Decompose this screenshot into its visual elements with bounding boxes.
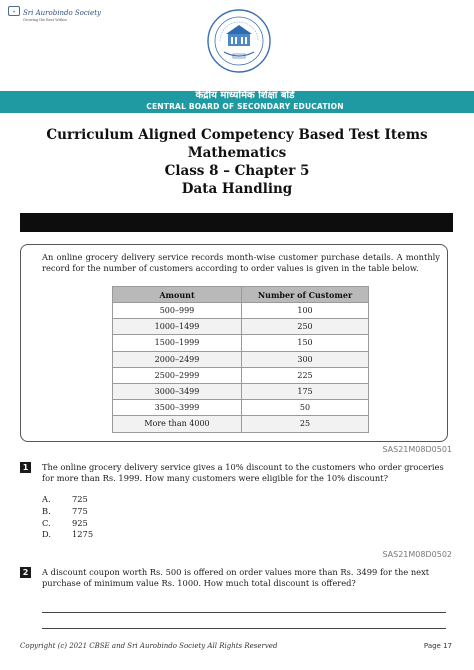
customer-count-cell: 25 xyxy=(242,416,369,432)
customer-count-cell: 300 xyxy=(242,351,369,367)
question-code: SAS21M08D0502 xyxy=(382,550,452,559)
customer-count-cell: 150 xyxy=(242,335,369,351)
table-row xyxy=(113,383,369,399)
question-code: SAS21M08D0501 xyxy=(382,445,452,454)
table-row xyxy=(113,351,369,367)
subject-title: Mathematics xyxy=(187,145,287,161)
table-row xyxy=(113,335,369,351)
page-number: Page 17 xyxy=(423,642,452,650)
chapter-name: Data Handling xyxy=(181,181,293,197)
cbse-seal-icon xyxy=(206,8,272,74)
option-label: D. xyxy=(42,529,51,539)
document-title: Curriculum Aligned Competency Based Test Items xyxy=(46,127,428,143)
customer-count-cell: 225 xyxy=(242,367,369,383)
option-label: A. xyxy=(42,494,51,504)
table-row xyxy=(113,367,369,383)
board-name-english: CENTRAL BOARD OF SECONDARY EDUCATION xyxy=(146,102,344,111)
table-row xyxy=(113,416,369,432)
board-name-hindi: केंद्रीय माध्यमिक शिक्षा बोर्ड xyxy=(195,90,295,101)
amount-cell: More than 4000 xyxy=(113,416,242,432)
option-b[interactable] xyxy=(42,506,88,517)
amount-cell: 1000–1499 xyxy=(113,319,242,335)
answer-line[interactable] xyxy=(42,628,446,629)
question-text: The online grocery delivery service gives a 10% discount to the customers who order groceries for more than Rs. 1999. How many customers were eligible for the 10% discount? xyxy=(42,462,444,483)
amount-cell: 3500–3999 xyxy=(113,400,242,416)
question-number-badge: 1 xyxy=(20,462,31,473)
option-value: 925 xyxy=(72,518,88,528)
option-c[interactable] xyxy=(42,518,88,529)
customer-count-cell: 50 xyxy=(242,400,369,416)
option-label: B. xyxy=(42,506,51,516)
sas-emblem-icon: ✦ xyxy=(8,6,20,16)
section-divider-bar xyxy=(20,213,453,232)
option-label: C. xyxy=(42,518,51,528)
amount-cell: 3000–3499 xyxy=(113,383,242,399)
option-value: 1275 xyxy=(72,529,94,539)
class-chapter-title: Class 8 – Chapter 5 xyxy=(164,163,310,179)
amount-cell: 500–999 xyxy=(113,303,242,319)
data-table xyxy=(112,286,369,433)
option-value: 775 xyxy=(72,506,88,516)
question-number-badge: 2 xyxy=(20,567,31,578)
table-header-row xyxy=(113,287,369,303)
option-value: 725 xyxy=(72,494,88,504)
question-text: A discount coupon worth Rs. 500 is offered on order values more than Rs. 3499 for the next purchase of minimum value Rs. 1000. How much total discount is offered? xyxy=(42,567,430,588)
customer-count-cell: 100 xyxy=(242,303,369,319)
sas-logo xyxy=(8,4,118,22)
answer-line[interactable] xyxy=(42,612,446,613)
option-a[interactable] xyxy=(42,494,88,505)
amount-cell: 2000–2499 xyxy=(113,351,242,367)
table-row xyxy=(113,400,369,416)
option-d[interactable] xyxy=(42,529,93,540)
amount-cell: 2500–2999 xyxy=(113,367,242,383)
customer-count-cell: 175 xyxy=(242,383,369,399)
copyright-notice: Copyright (c) 2021 CBSE and Sri Aurobindo Society All Rights Reserved xyxy=(20,642,278,650)
table-header-amount: Amount xyxy=(113,287,242,303)
passage-text: An online grocery delivery service records month-wise customer purchase details. A monthly record for the number of customers according to order values is given in the table below. xyxy=(42,252,440,273)
amount-cell: 1500–1999 xyxy=(113,335,242,351)
customer-count-cell: 250 xyxy=(242,319,369,335)
table-row xyxy=(113,303,369,319)
table-row xyxy=(113,319,369,335)
table-header-customers: Number of Customer xyxy=(242,287,369,303)
sas-logo-name: Sri Aurobindo Society xyxy=(23,9,101,17)
sas-logo-tagline: Growing the Best Within xyxy=(23,18,67,22)
